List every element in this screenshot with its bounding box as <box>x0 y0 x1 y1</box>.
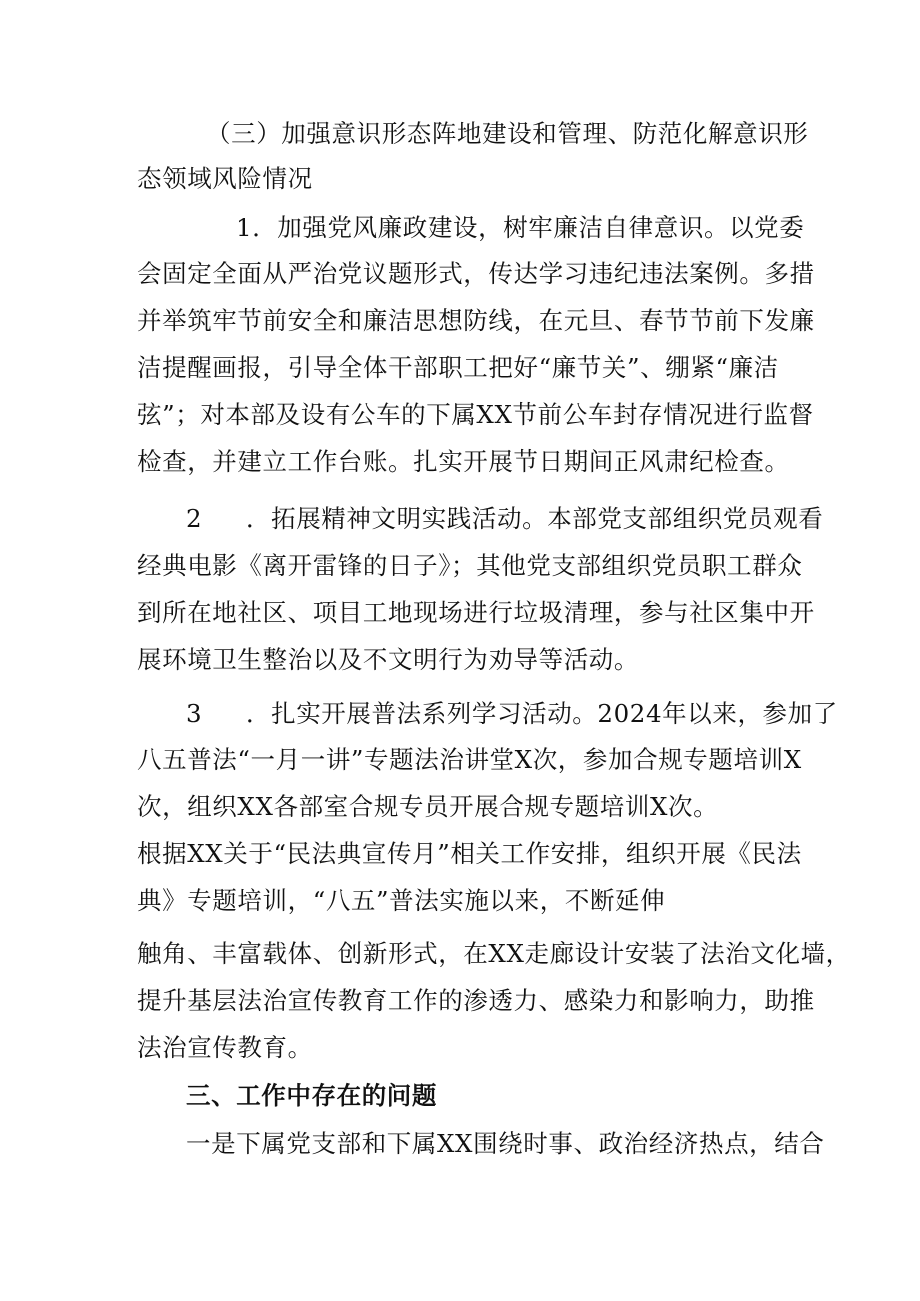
paragraph-line: 提升基层法治宣传教育工作的渗透力、感染力和影响力，助推 <box>137 986 815 1015</box>
paragraph-line: 根据XX关于“民法典宣传月”相关工作安排，组织开展《民法 <box>137 839 802 868</box>
section-heading-line: （三）加强意识形态阵地建设和管理、防范化解意识形 <box>206 119 809 148</box>
item-number: 2 <box>186 504 203 533</box>
paragraph-line: 经典电影《离开雷锋的日子》；其他党支部组织党员职工群众 <box>137 551 803 580</box>
paragraph-line: 展环境卫生整治以及不文明行为劝导等活动。 <box>137 645 639 674</box>
paragraph-line: 八五普法“一月一讲”专题法治讲堂X次，参加合规专题培训X <box>137 745 802 774</box>
paragraph-line: 会固定全面从严治党议题形式，传达学习违纪违法案例。多措 <box>137 259 815 288</box>
paragraph-line: 弦”；对本部及设有公车的下属XX节前公车封存情况进行监督 <box>137 400 814 429</box>
paragraph-line: 典》专题培训，“八五”普法实施以来，不断延伸 <box>137 886 666 915</box>
item-number: 3 <box>186 699 203 728</box>
section-heading-line: 态领域风险情况 <box>137 164 313 193</box>
paragraph-line: 检查，并建立工作台账。扎实开展节日期间正风肃纪检查。 <box>137 447 790 476</box>
paragraph-line: 到所在地社区、项目工地现场进行垃圾清理，参与社区集中开 <box>137 598 815 627</box>
paragraph-line <box>186 697 838 731</box>
paragraph-line <box>186 502 823 536</box>
item-text: ．扎实开展普法系列学习活动。2024年以来，参加了 <box>246 699 838 728</box>
paragraph-line: 1．加强党风廉政建设，树牢廉洁自律意识。以党委 <box>236 213 805 242</box>
item-text: ．拓展精神文明实践活动。本部党支部组织党员观看 <box>246 504 824 533</box>
paragraph-line: 并举筑牢节前安全和廉洁思想防线，在元旦、春节节前下发廉 <box>137 306 815 335</box>
paragraph-line: 一是下属党支部和下属XX围绕时事、政治经济热点，结合 <box>186 1129 825 1158</box>
paragraph-line: 洁提醒画报，引导全体干部职工把好“廉节关”、绷紧“廉洁 <box>137 353 779 382</box>
paragraph-line: 次，组织XX各部室合规专员开展合规专题培训X次。 <box>137 792 719 821</box>
paragraph-line: 触角、丰富载体、创新形式，在XX走廊设计安装了法治文化墙， <box>137 939 851 968</box>
part-heading: 三、工作中存在的问题 <box>186 1081 437 1110</box>
paragraph-line: 法治宣传教育。 <box>137 1033 313 1062</box>
